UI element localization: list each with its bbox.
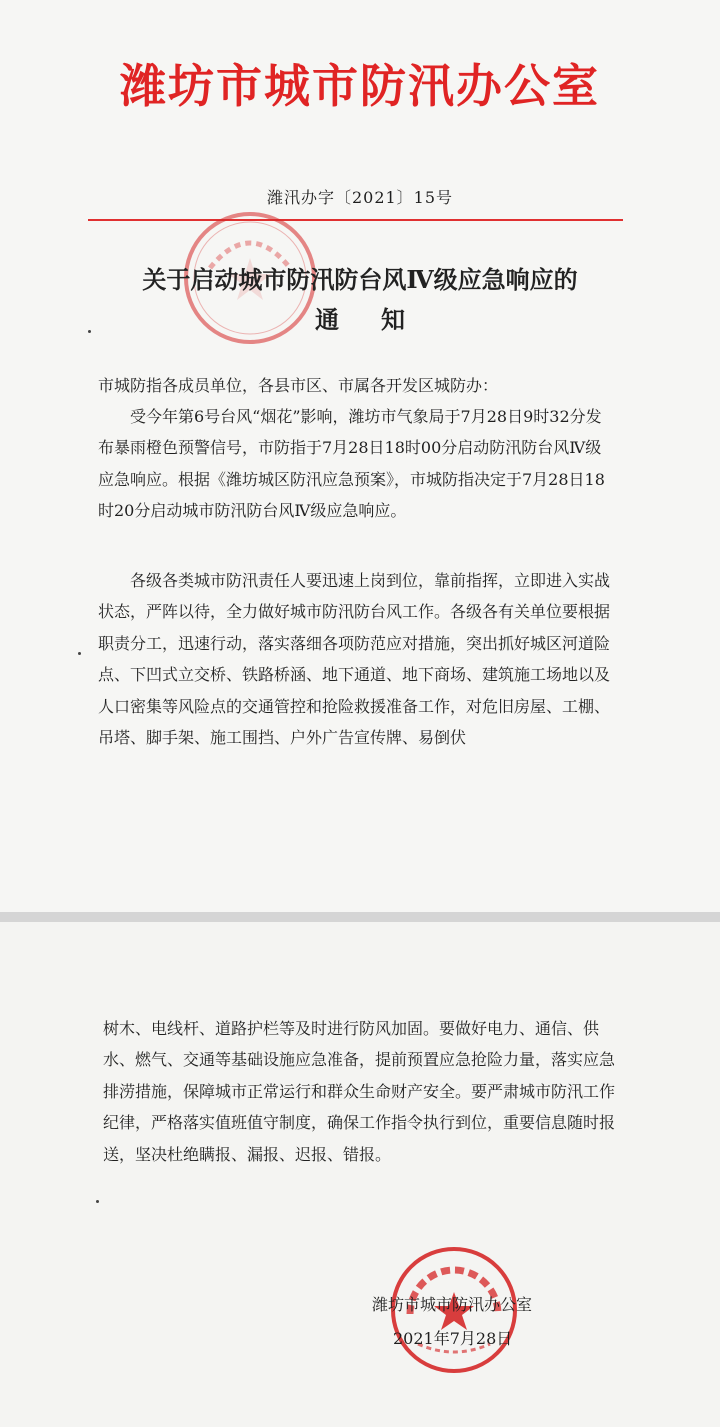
body-paragraph-1: 受今年第6号台风“烟花”影响，潍坊市气象局于7月28日9时32分发布暴雨橙色预警信号，市防指于7月28日18时00分启动防汛防台风Ⅳ级应急响应。根据《潍坊城区防汛应急预案》，市城防指决定于7月28日18时20分启动城市防汛防台风Ⅳ级应急响应。 <box>98 407 605 521</box>
body-paragraph-3: 树木、电线杆、道路护栏等及时进行防风加固。要做好电力、通信、供水、燃气、交通等基础设施应急准备，提前预置应急抢险力量，落实应急排涝措施，保障城市正常运行和群众生命财产安全。要严肃城市防汛工作纪律，严格落实值班值守制度，确保工作指令执行到位，重要信息随时报送，坚决杜绝瞒报、漏报、迟报、错报。 <box>103 1019 616 1164</box>
page-gap <box>0 912 720 922</box>
signature-date: 2021年7月28日 <box>393 1329 513 1348</box>
body-paragraph-2: 各级各类城市防汛责任人要迅速上岗到位，靠前指挥，立即进入实战状态，严阵以待，全力做好城市防汛防台风工作。各级各有关单位要根据职责分工，迅速行动，落实落细各项防范应对措施，突出抓好城区河道险点、下凹式立交桥、铁路桥涵、地下通道、地下商场、建筑施工场地以及人口密集等风险点的交通管控和抢险救援准备工作，对危旧房屋、工棚、吊塔、脚手架、施工围挡、户外广告宣传牌、易倒伏 <box>98 571 611 748</box>
notice-title-line-1: 关于启动城市防汛防台风Ⅳ级应急响应的 <box>142 265 578 294</box>
scan-speck <box>78 652 81 655</box>
scan-speck <box>96 1200 99 1203</box>
document-page-2 <box>0 922 720 1427</box>
notice-title-line-2: 通知 <box>315 305 447 334</box>
document-number: 潍汛办字〔2021〕15号 <box>266 188 454 207</box>
scan-speck <box>88 330 91 333</box>
red-separator-line <box>88 219 623 221</box>
signature-organization: 潍坊市城市防汛办公室 <box>372 1295 533 1314</box>
issuer-header-title: 潍坊市城市防汛办公室 <box>120 59 600 113</box>
addressee-line: 市城防指各成员单位，各县市区、市属各开发区城防办： <box>98 376 499 395</box>
